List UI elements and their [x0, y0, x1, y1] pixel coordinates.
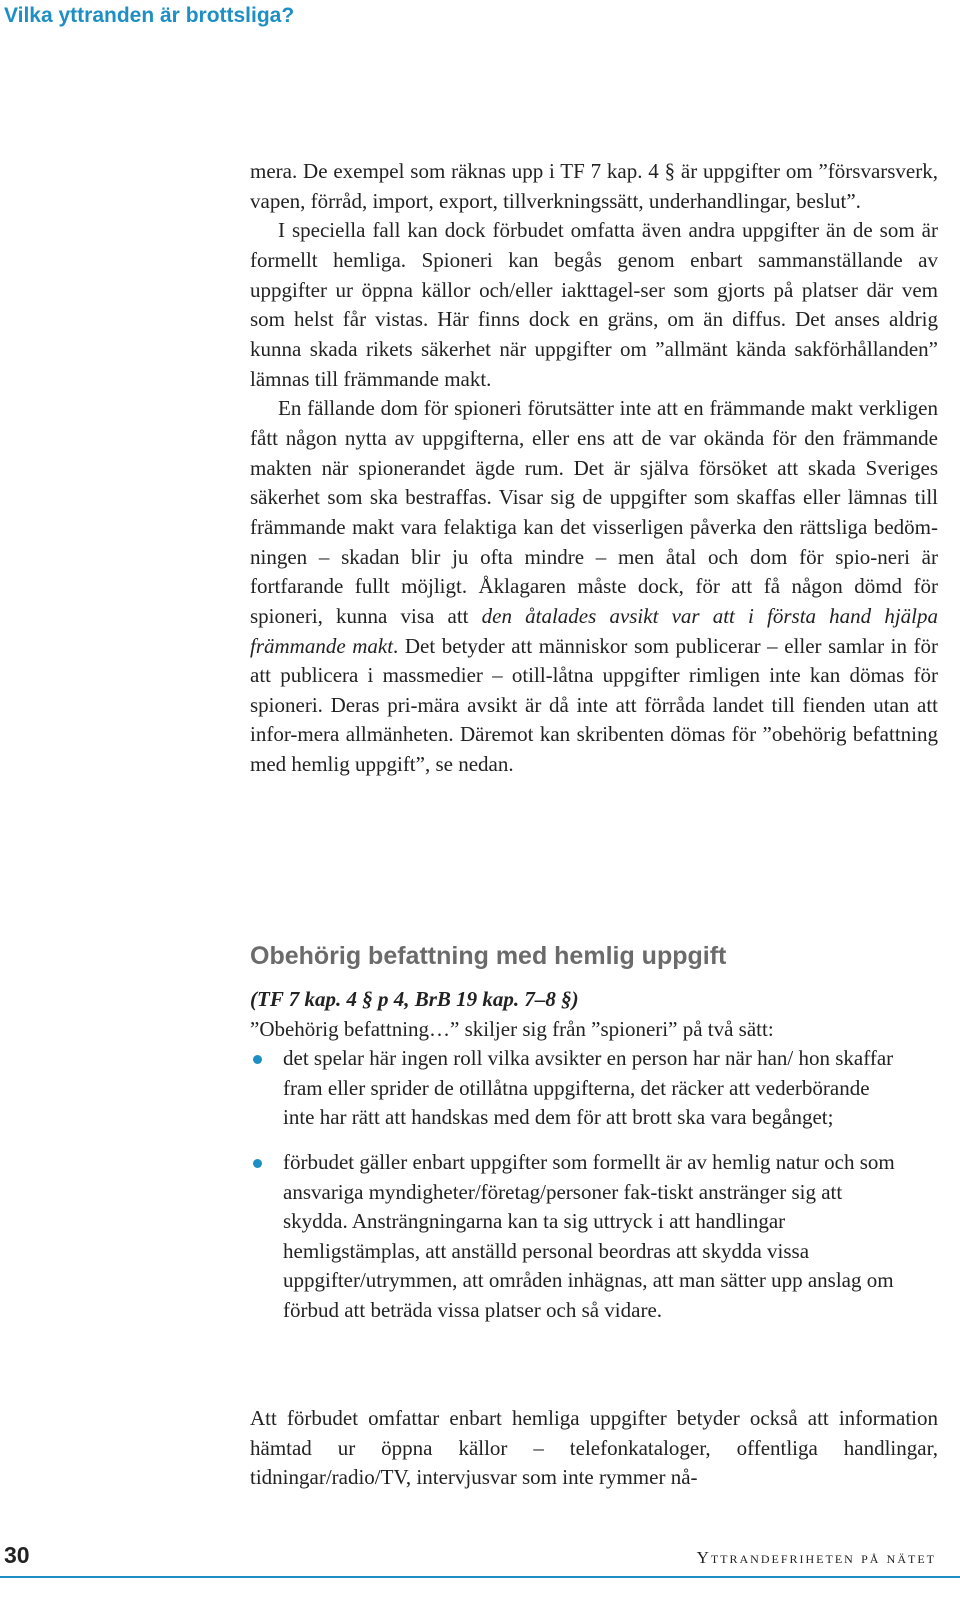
paragraph-3-text-end: . Det betyder att människor som publicerar – eller samlar in för att publicera i massmedier – otill-låtna uppgifter rimligen inte kan dömas för spioneri. Deras pri-mära avsikt är då inte att förråda landet till fienden utan att infor-mera allmänheten. Däremot kan skribenten dömas för ”obehörig befattning med hemlig uppgift”, se nedan.: [250, 633, 938, 777]
bullet-item: [250, 1148, 905, 1326]
section-heading: Obehörig befattning med hemlig uppgift: [250, 942, 727, 970]
bullet-item: [250, 1044, 905, 1133]
paragraph-2: I speciella fall kan dock förbudet omfatta även andra uppgifter än de som är formellt hemliga. Spioneri kan begås genom enbart sammanställande av uppgifter ur öppna källor och/eller iakttagel-ser som gjorts på platser där vem som helst får vistas. Här finns dock en gräns, om än diffus. Det anses aldrig kunna skada rikets säkerhet när uppgifter om ”allmänt kända sakförhållanden” lämnas till främmande makt.: [250, 218, 938, 391]
bullet-list: [250, 1044, 938, 1325]
section-intro: ”Obehörig befattning…” skiljer sig från ”spioneri” på två sätt:: [250, 1016, 774, 1041]
page-number: 30: [4, 1542, 30, 1568]
bullet-item-text: det spelar här ingen roll vilka avsikter en person har när han/ hon skaffar fram eller sprider de otillåtna uppgifterna, det räcker att vederbörande inte har rätt att handskas med dem för att brott ska vara begånget;: [283, 1046, 894, 1130]
footer-book-title: Yttrandefriheten på nätet: [696, 1548, 936, 1567]
paragraph-3-text-start: En fällande dom för spioneri förutsätter inte att en främmande makt verkligen fått någon nytta av uppgifterna, eller ens att de var okända för den främmande makten när spionerandet ägde rum. Det är själva försöket att skada Sveriges säkerhet som ska bestraffas. Visar sig de uppgifter som skaffas eller lämnas till främmande makt vara felaktiga kan det visserligen påverka den rättsliga bedöm-ningen – skadan blir ju ofta mindre – men åtal och dom för spio-neri är fortfarande fullt möjligt. Åklagaren måste dock, för att få någon dömd för spioneri, kunna visa att: [250, 396, 938, 628]
body-text: [250, 157, 938, 780]
paragraph-1: mera. De exempel som räknas upp i TF 7 kap. 4 § är uppgifter om ”försvarsverk, vapen, förråd, import, export, tillverkningssätt, underhandlingar, beslut”.: [250, 159, 938, 213]
law-reference: (TF 7 kap. 4 § p 4, BrB 19 kap. 7–8 §): [250, 987, 579, 1011]
closing-paragraph: Att förbudet omfattar enbart hemliga uppgifter betyder också att information hämtad ur öppna källor – telefonkataloger, offentliga handlingar, tidningar/radio/TV, intervjusvar som inte rymmer nå-: [250, 1406, 938, 1490]
paragraph-3: [250, 394, 938, 780]
footer-divider: [0, 1576, 960, 1578]
section-body: [250, 985, 938, 1326]
running-head-title: Vilka yttranden är brottsliga?: [4, 4, 295, 27]
paragraph-3-emphasis: den åtalades avsikt var att i första hand hjälpa främmande makt: [250, 603, 938, 658]
bullet-dot-icon: [253, 1055, 262, 1064]
bullet-dot-icon: [253, 1159, 262, 1168]
bullet-item-text: förbudet gäller enbart uppgifter som formellt är av hemlig natur och som ansvariga myndigheter/företag/personer fak-tiskt anstränger sig att skydda. Ansträngningarna kan ta sig uttryck i att handlingar hemligstämplas, att anställd personal beordras att skydda vissa uppgifter/utrymmen, att områden inhägnas, att man sätter upp anslag om förbud att beträda vissa platser och så vidare.: [283, 1149, 895, 1322]
